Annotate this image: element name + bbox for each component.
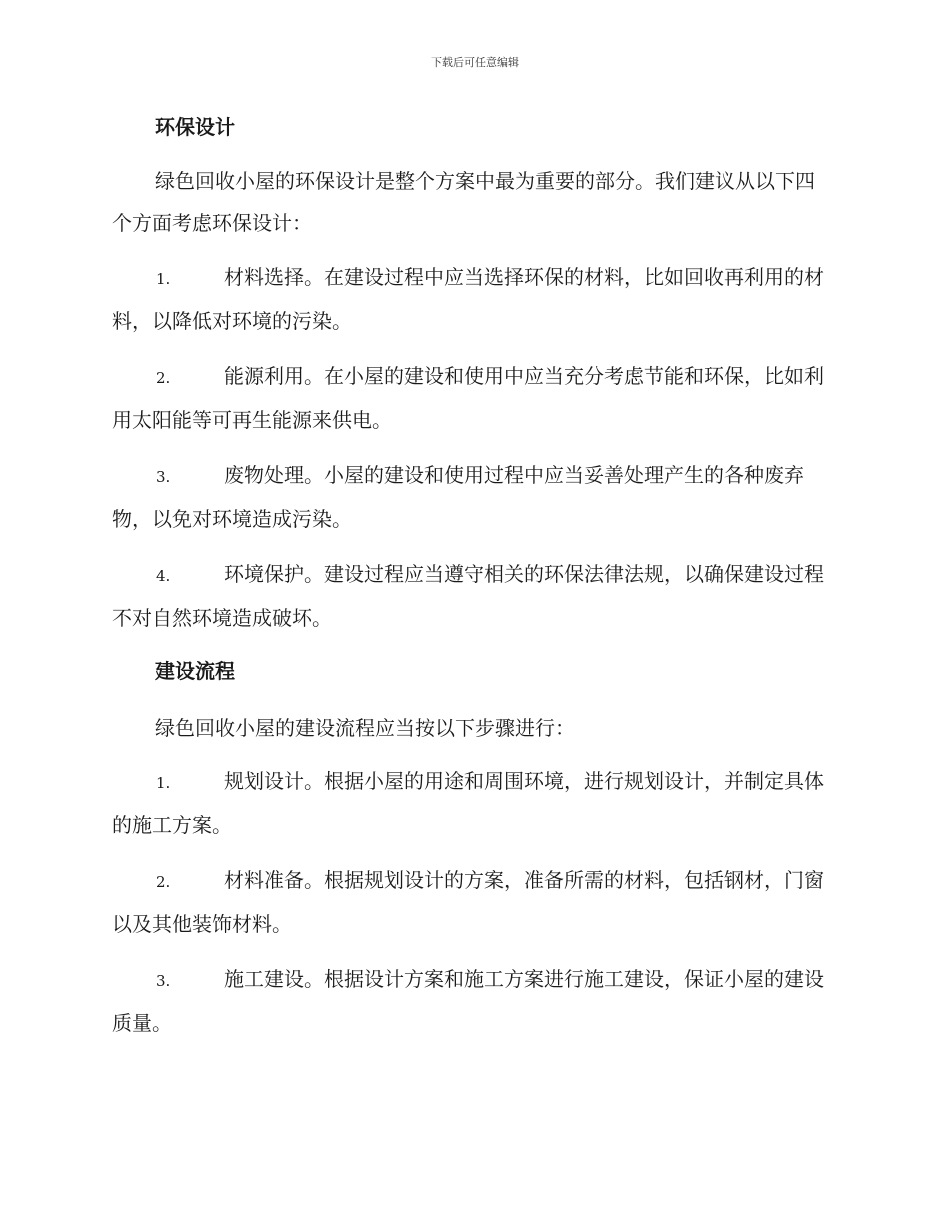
list-item-text: 施工建设。根据设计方案和施工方案进行施工建设，保证小屋的建设质量。 [112,967,824,1035]
list-item [112,454,834,540]
section-heading-eco-design: 环保设计 [155,115,235,139]
construction-process-list [112,760,834,1044]
section-intro-paragraph: 绿色回收小屋的建设流程应当按以下步骤进行： [155,716,575,740]
list-item [112,553,834,639]
list-item [112,256,834,342]
list-item-text: 材料准备。根据规划设计的方案，准备所需的材料，包括钢材，门窗以及其他装饰材料。 [112,868,824,936]
list-item-number: 2. [156,369,171,387]
list-item [112,859,834,945]
list-item-text: 废物处理。小屋的建设和使用过程中应当妥善处理产生的各种废弃物，以免对环境造成污染。 [112,463,804,531]
list-item-number: 2. [156,873,171,891]
list-item-text: 能源利用。在小屋的建设和使用中应当充分考虑节能和环保，比如利用太阳能等可再生能源来供电。 [112,364,824,432]
list-item-text: 材料选择。在建设过程中应当选择环保的材料，比如回收再利用的材料，以降低对环境的污染。 [112,265,824,333]
section-heading-construction-process: 建设流程 [155,659,235,683]
list-item-number: 1. [156,774,171,792]
document-body [112,108,834,1057]
page-header: 下载后可任意编辑 [431,56,519,69]
list-item [112,958,834,1044]
section-intro-paragraph: 绿色回收小屋的环保设计是整个方案中最为重要的部分。我们建议从以下四个方面考虑环保设计： [112,169,815,235]
eco-design-list [112,256,834,639]
list-item-text: 规划设计。根据小屋的用途和周围环境，进行规划设计，并制定具体的施工方案。 [112,769,824,837]
list-item-number: 1. [156,270,171,288]
list-item-number: 3. [156,972,171,990]
list-item [112,355,834,441]
list-item-number: 4. [156,567,171,585]
list-item-text: 环境保护。建设过程应当遵守相关的环保法律法规，以确保建设过程不对自然环境造成破坏。 [112,562,824,630]
list-item [112,760,834,846]
list-item-number: 3. [156,468,171,486]
